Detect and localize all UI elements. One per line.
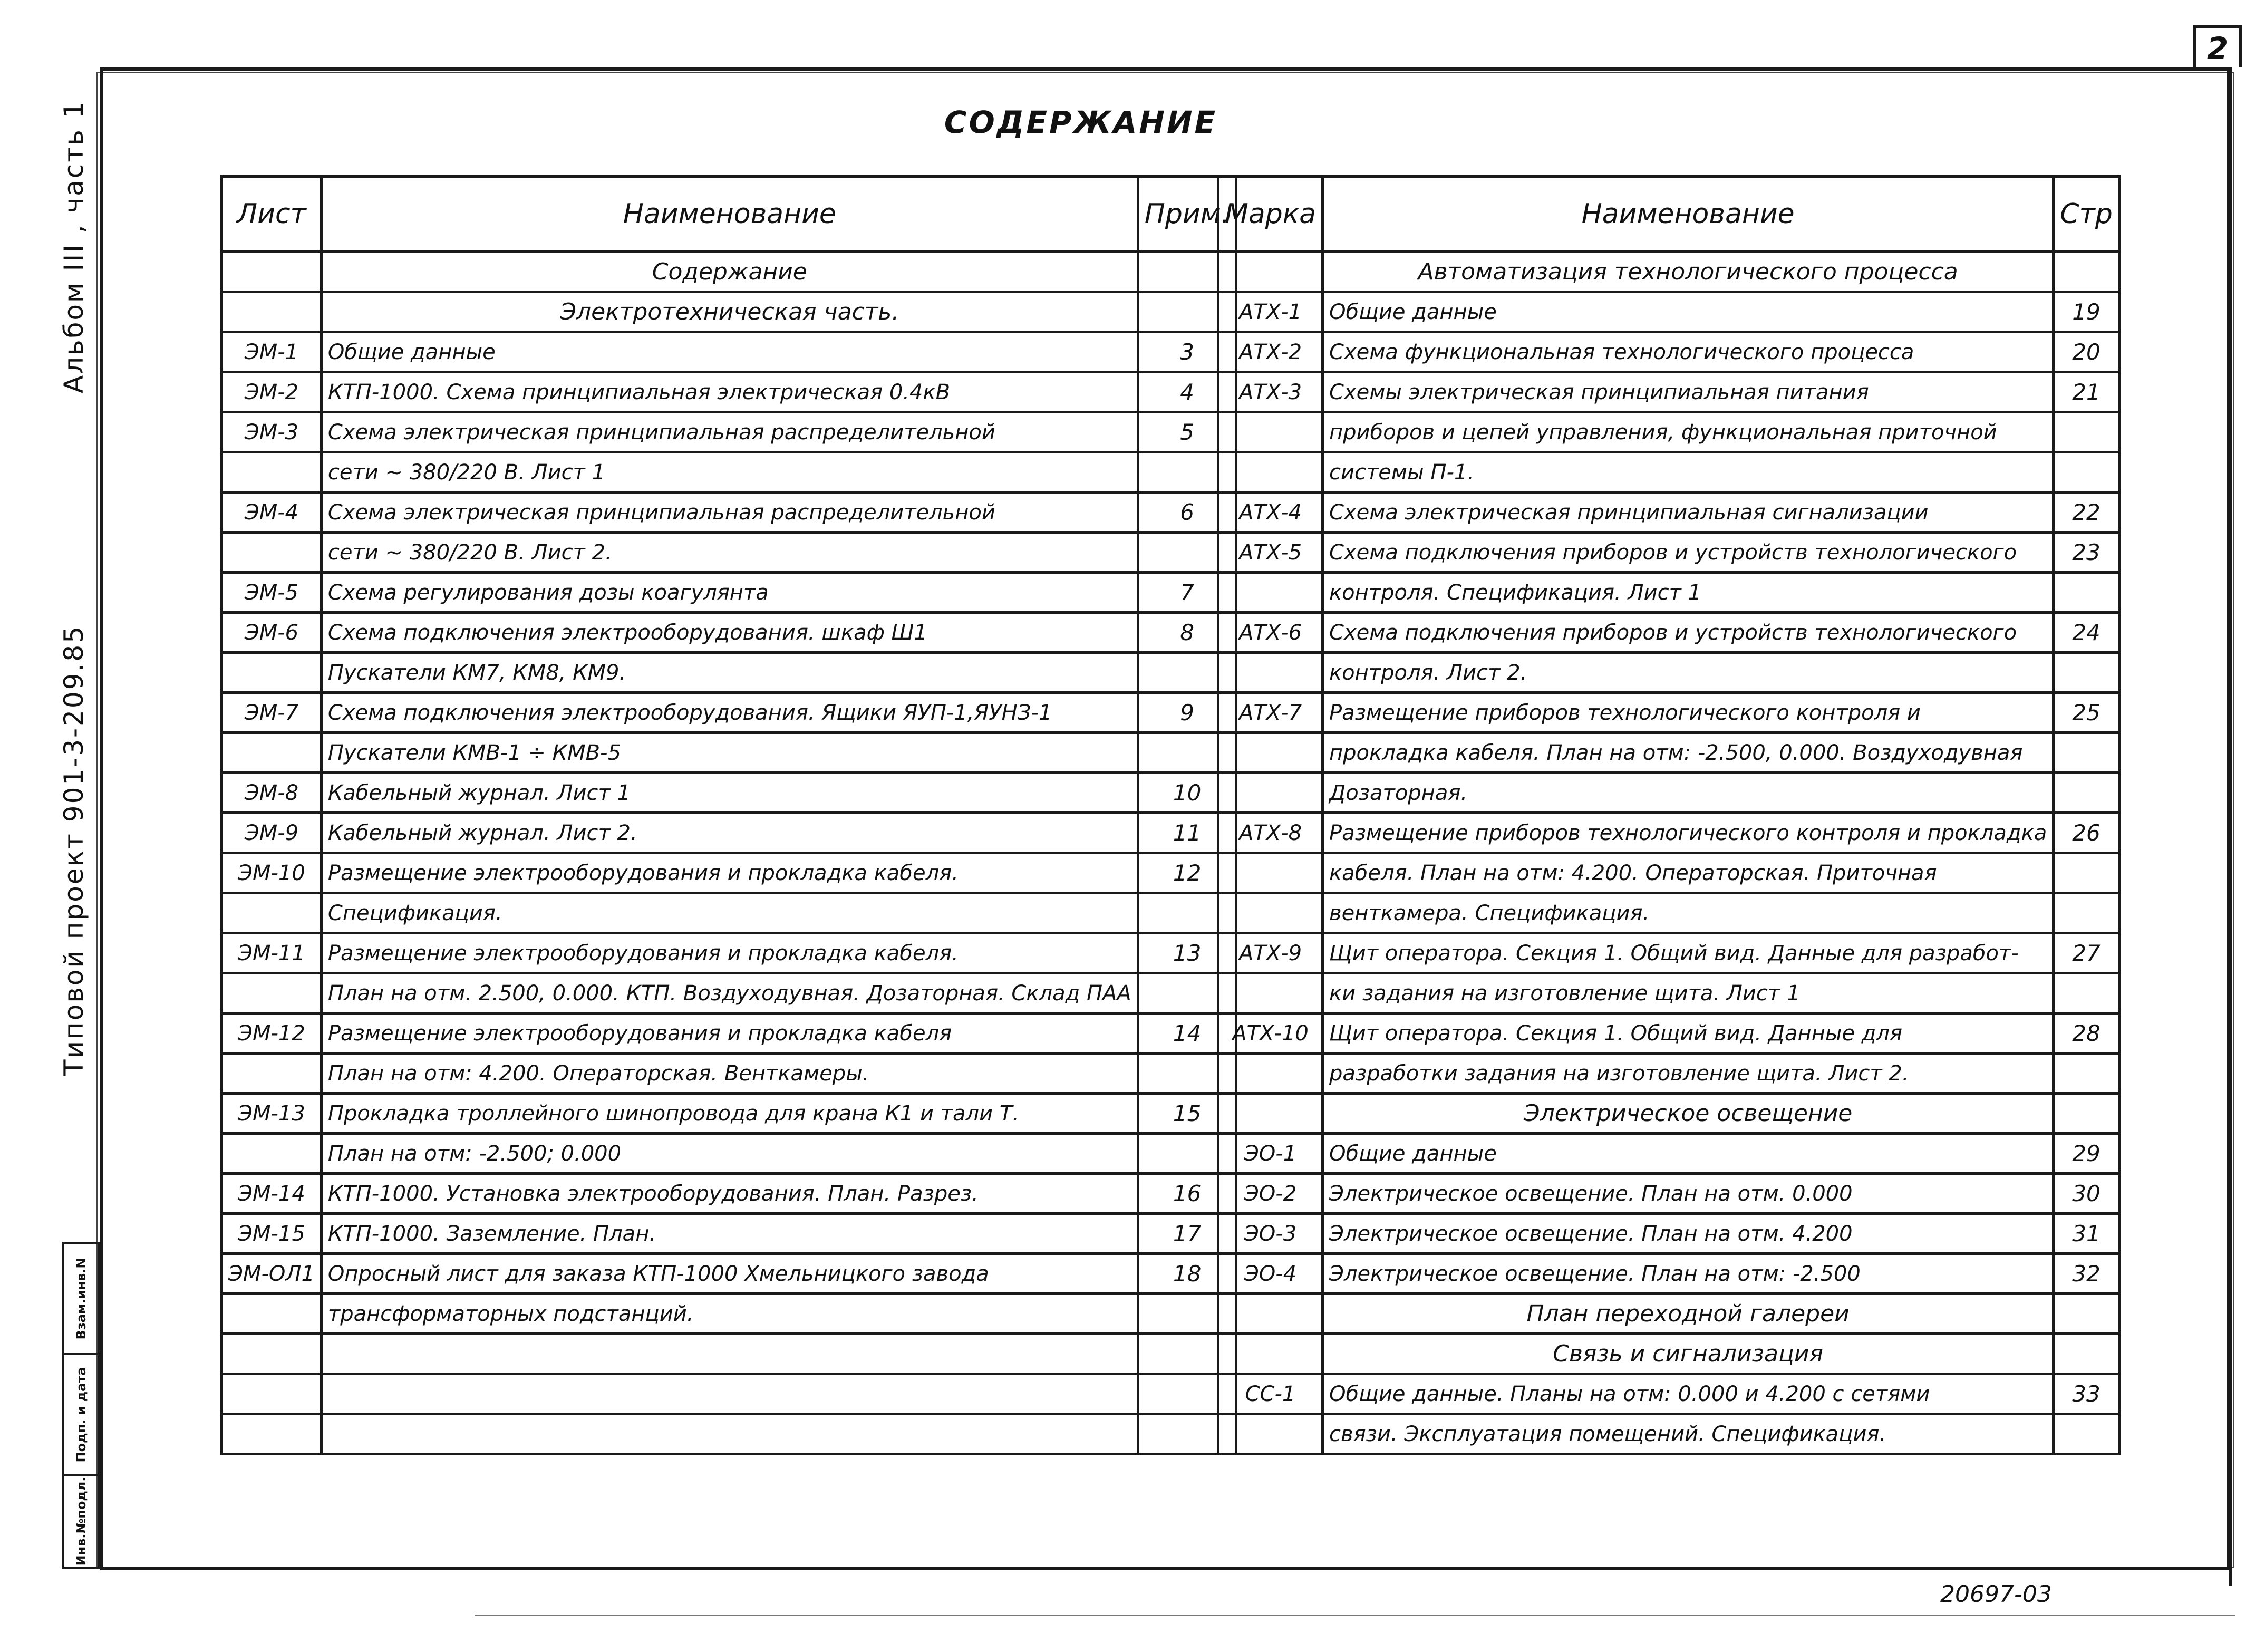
row-name: Схема электрическая принципиальная распределительной [321, 412, 1138, 452]
row-code [1218, 893, 1323, 933]
row-code: ЭМ-3 [222, 412, 322, 452]
row-name: ки задания на изготовление щита. Лист 1 [1323, 973, 2054, 1013]
row-name: Прокладка троллейного шинопровода для крана К1 и тали Т. [321, 1094, 1138, 1134]
table-row [222, 292, 1236, 332]
row-name: Размещение электрооборудования и прокладка кабеля. [321, 853, 1138, 893]
row-name: Дозаторная. [1323, 773, 2054, 813]
row-page: 29 [2054, 1134, 2119, 1174]
row-code [222, 893, 322, 933]
row-code: АТХ-8 [1218, 813, 1323, 853]
row-code [1218, 1094, 1323, 1134]
row-page: 26 [2054, 813, 2119, 853]
row-name: Содержание [321, 252, 1138, 292]
row-name: Схема регулирования дозы коагулянта [321, 573, 1138, 613]
row-page [2054, 573, 2119, 613]
table-row [1218, 613, 2119, 653]
table-header [1218, 177, 2119, 252]
row-name [321, 1414, 1138, 1454]
row-name: План на отм. 2.500, 0.000. КТП. Воздуходувная. Дозаторная. Склад ПАА [321, 973, 1138, 1013]
row-code: АТХ-7 [1218, 693, 1323, 733]
row-name: Схема электрическая принципиальная распределительной [321, 492, 1138, 533]
row-page: 20 [2054, 332, 2119, 372]
row-page: 13 [1138, 933, 1236, 973]
row-page: 23 [2054, 533, 2119, 573]
header-name: Наименование [321, 177, 1138, 252]
row-name: Электрическое освещение. План на отм. 4.200 [1323, 1214, 2054, 1254]
row-name: Схема подключения электрооборудования. Ящики ЯУП-1,ЯУНЗ-1 [321, 693, 1138, 733]
row-page: 28 [2054, 1013, 2119, 1054]
row-name: Кабельный журнал. Лист 2. [321, 813, 1138, 853]
row-page [2054, 1054, 2119, 1094]
row-page [2054, 1294, 2119, 1334]
table-row [1218, 893, 2119, 933]
table-row [222, 412, 1236, 452]
table-row [1218, 292, 2119, 332]
table-row [222, 492, 1236, 533]
row-name: Схема подключения приборов и устройств технологического [1323, 613, 2054, 653]
row-code [222, 1134, 322, 1174]
row-code [222, 252, 322, 292]
row-name: контроля. Лист 2. [1323, 653, 2054, 693]
header-sheet: Лист [222, 177, 322, 252]
table-row [1218, 773, 2119, 813]
row-name: План на отм: 4.200. Операторская. Венткамеры. [321, 1054, 1138, 1094]
row-name [321, 1374, 1138, 1414]
table-row [1218, 1174, 2119, 1214]
table-row [222, 252, 1236, 292]
row-code [222, 533, 322, 573]
row-name: контроля. Спецификация. Лист 1 [1323, 573, 2054, 613]
document-number: 20697-03 [1940, 1581, 2052, 1608]
table-row [1218, 1334, 2119, 1374]
row-code: АТХ-2 [1218, 332, 1323, 372]
table-row [222, 1334, 1236, 1374]
row-page: 12 [1138, 853, 1236, 893]
row-code [222, 733, 322, 773]
row-code [1218, 1054, 1323, 1094]
row-code: ЭО-1 [1218, 1134, 1323, 1174]
row-code: ЭМ-7 [222, 693, 322, 733]
table-row [222, 973, 1236, 1013]
row-name: Щит оператора. Секция 1. Общий вид. Данные для [1323, 1013, 2054, 1054]
row-page: 27 [2054, 933, 2119, 973]
row-code [222, 1054, 322, 1094]
row-name: Электрическое освещение [1323, 1094, 2054, 1134]
row-name: Щит оператора. Секция 1. Общий вид. Данные для разработ- [1323, 933, 2054, 973]
table-row [222, 1013, 1236, 1054]
row-code [1218, 653, 1323, 693]
table-row [222, 1254, 1236, 1294]
row-name: Кабельный журнал. Лист 1 [321, 773, 1138, 813]
row-page: 24 [2054, 613, 2119, 653]
table-row [222, 1054, 1236, 1094]
row-name [321, 1334, 1138, 1374]
row-code: ЭМ-12 [222, 1013, 322, 1054]
row-name: План переходной галереи [1323, 1294, 2054, 1334]
row-name: Электрическое освещение. План на отм. 0.000 [1323, 1174, 2054, 1214]
row-code [222, 1294, 322, 1334]
row-page: 32 [2054, 1254, 2119, 1294]
row-code [1218, 773, 1323, 813]
row-name: КТП-1000. Установка электрооборудования. План. Разрез. [321, 1174, 1138, 1214]
row-name: приборов и цепей управления, функциональная приточной [1323, 412, 2054, 452]
row-name: Электротехническая часть. [321, 292, 1138, 332]
table-row [222, 573, 1236, 613]
table-row [1218, 1054, 2119, 1094]
table-row [222, 1214, 1236, 1254]
row-page: 21 [2054, 372, 2119, 412]
row-code: ЭМ-ОЛ1 [222, 1254, 322, 1294]
row-page: 16 [1138, 1174, 1236, 1214]
table-row [222, 693, 1236, 733]
row-page: 30 [2054, 1174, 2119, 1214]
row-page: 6 [1138, 492, 1236, 533]
table-row [1218, 933, 2119, 973]
row-page: 17 [1138, 1214, 1236, 1254]
left-contents-table [220, 175, 1237, 1455]
row-code [222, 973, 322, 1013]
row-page: 9 [1138, 693, 1236, 733]
table-row [222, 653, 1236, 693]
table-row [222, 1374, 1236, 1414]
row-name: Схемы электрическая принципиальная питания [1323, 372, 2054, 412]
row-page [2054, 252, 2119, 292]
header-note: Прим. [1138, 177, 1236, 252]
row-name: Размещение электрооборудования и прокладка кабеля [321, 1013, 1138, 1054]
table-row [1218, 1214, 2119, 1254]
header-name: Наименование [1323, 177, 2054, 252]
table-row [222, 1134, 1236, 1174]
stamp-cell-replaced [64, 1244, 98, 1355]
row-code: ЭМ-6 [222, 613, 322, 653]
row-name: Схема подключения приборов и устройств технологического [1323, 533, 2054, 573]
sheet-number: 2 [2193, 25, 2242, 67]
row-code: АТХ-4 [1218, 492, 1323, 533]
right-contents-table [1217, 175, 2121, 1455]
row-page [2054, 412, 2119, 452]
table-row [222, 733, 1236, 773]
row-name: венткамера. Спецификация. [1323, 893, 2054, 933]
table-row [222, 773, 1236, 813]
table-row [1218, 1254, 2119, 1294]
row-name: связи. Эксплуатация помещений. Спецификация. [1323, 1414, 2054, 1454]
stamp-text: Взам.инв.N [74, 1258, 89, 1339]
table-row [1218, 1013, 2119, 1054]
row-name: Общие данные [321, 332, 1138, 372]
row-code: ЭО-3 [1218, 1214, 1323, 1254]
row-code [1218, 1334, 1323, 1374]
row-code: ЭМ-10 [222, 853, 322, 893]
row-page [2054, 773, 2119, 813]
table-row [1218, 1094, 2119, 1134]
row-code: АТХ-5 [1218, 533, 1323, 573]
table-row [1218, 813, 2119, 853]
bottom-line [475, 1615, 2235, 1616]
row-name: Схема подключения электрооборудования. шкаф Ш1 [321, 613, 1138, 653]
table-row [222, 1094, 1236, 1134]
row-name: сети ~ 380/220 В. Лист 2. [321, 533, 1138, 573]
row-code: ЭМ-13 [222, 1094, 322, 1134]
table-row [1218, 973, 2119, 1013]
row-code [1218, 733, 1323, 773]
row-name: Спецификация. [321, 893, 1138, 933]
sidebar-title [42, 100, 105, 1076]
row-page: 18 [1138, 1254, 1236, 1294]
row-name: План на отм: -2.500; 0.000 [321, 1134, 1138, 1174]
row-code: ЭМ-14 [222, 1174, 322, 1214]
table-row [222, 893, 1236, 933]
stamp-cell-inventory [64, 1476, 98, 1567]
row-code: ЭМ-5 [222, 573, 322, 613]
row-code: АТХ-10 [1218, 1013, 1323, 1054]
row-code [1218, 573, 1323, 613]
table-row [1218, 573, 2119, 613]
table-row [1218, 1134, 2119, 1174]
row-page: 5 [1138, 412, 1236, 452]
row-code: ЭМ-9 [222, 813, 322, 853]
row-code [222, 292, 322, 332]
row-page: 8 [1138, 613, 1236, 653]
row-name: Размещение приборов технологического контроля и прокладка [1323, 813, 2054, 853]
row-name: Общие данные. Планы на отм: 0.000 и 4.200 с сетями [1323, 1374, 2054, 1414]
album-label: Альбом III , часть 1 [59, 100, 89, 394]
table-row [1218, 372, 2119, 412]
table-row [1218, 693, 2119, 733]
project-label: Типовой проект 901-3-209.85 [59, 624, 89, 1076]
table-row [222, 853, 1236, 893]
row-code: ЭМ-15 [222, 1214, 322, 1254]
stamp-text: Инв.№подл. [74, 1476, 89, 1566]
table-row [1218, 492, 2119, 533]
row-code [1218, 973, 1323, 1013]
table-row [1218, 653, 2119, 693]
table-row [222, 1174, 1236, 1214]
table-row [222, 452, 1236, 492]
row-name: Размещение приборов технологического контроля и [1323, 693, 2054, 733]
row-page [2054, 1334, 2119, 1374]
table-row [1218, 1374, 2119, 1414]
row-name: Электрическое освещение. План на отм: -2.500 [1323, 1254, 2054, 1294]
row-name: Пускатели КМВ-1 ÷ КМВ-5 [321, 733, 1138, 773]
row-page [2054, 733, 2119, 773]
table-row [222, 372, 1236, 412]
row-code: АТХ-9 [1218, 933, 1323, 973]
row-code [222, 1414, 322, 1454]
row-page: 22 [2054, 492, 2119, 533]
table-row [222, 332, 1236, 372]
stamp-cell-signature [64, 1355, 98, 1476]
row-name: Пускатели КМ7, КМ8, КМ9. [321, 653, 1138, 693]
row-page [2054, 893, 2119, 933]
row-name: Опросный лист для заказа КТП-1000 Хмельницкого завода [321, 1254, 1138, 1294]
row-code [1218, 412, 1323, 452]
table-row [222, 933, 1236, 973]
table-row [222, 533, 1236, 573]
table-row [1218, 332, 2119, 372]
row-name: системы П-1. [1323, 452, 2054, 492]
table-header [222, 177, 1236, 252]
table-row [1218, 733, 2119, 773]
table-row [1218, 252, 2119, 292]
table-row [222, 813, 1236, 853]
row-name: КТП-1000. Схема принципиальная электрическая 0.4кВ [321, 372, 1138, 412]
row-name: сети ~ 380/220 В. Лист 1 [321, 452, 1138, 492]
row-code [222, 1374, 322, 1414]
table-row [222, 1294, 1236, 1334]
header-page: Стр [2054, 177, 2119, 252]
row-name: Общие данные [1323, 1134, 2054, 1174]
approval-stamp [62, 1242, 100, 1569]
row-code [222, 452, 322, 492]
row-page: 14 [1138, 1013, 1236, 1054]
row-page: 33 [2054, 1374, 2119, 1414]
row-page [2054, 1094, 2119, 1134]
row-name: Связь и сигнализация [1323, 1334, 2054, 1374]
table-row [1218, 1294, 2119, 1334]
table-row [1218, 533, 2119, 573]
table-row [222, 613, 1236, 653]
row-page: 15 [1138, 1094, 1236, 1134]
row-name: КТП-1000. Заземление. План. [321, 1214, 1138, 1254]
row-page [2054, 452, 2119, 492]
row-page: 10 [1138, 773, 1236, 813]
row-code: СС-1 [1218, 1374, 1323, 1414]
table-row [1218, 1414, 2119, 1454]
row-code [1218, 853, 1323, 893]
row-name: Общие данные [1323, 292, 2054, 332]
row-name: Схема электрическая принципиальная сигнализации [1323, 492, 2054, 533]
row-page [2054, 853, 2119, 893]
row-code [1218, 252, 1323, 292]
row-name: Автоматизация технологического процесса [1323, 252, 2054, 292]
row-page: 4 [1138, 372, 1236, 412]
row-code: ЭМ-8 [222, 773, 322, 813]
row-page: 19 [2054, 292, 2119, 332]
row-page [2054, 973, 2119, 1013]
row-code: ЭМ-1 [222, 332, 322, 372]
row-code: АТХ-6 [1218, 613, 1323, 653]
row-code: ЭМ-4 [222, 492, 322, 533]
row-page [2054, 653, 2119, 693]
row-name: трансформаторных подстанций. [321, 1294, 1138, 1334]
row-code: ЭО-2 [1218, 1174, 1323, 1214]
row-name: Схема функциональная технологического процесса [1323, 332, 2054, 372]
page-title: СОДЕРЖАНИЕ [944, 104, 1218, 140]
row-page: 11 [1138, 813, 1236, 853]
row-code [222, 1334, 322, 1374]
row-code: ЭО-4 [1218, 1254, 1323, 1294]
stamp-text: Подп. и дата [74, 1367, 89, 1462]
table-row [1218, 853, 2119, 893]
table-row [1218, 412, 2119, 452]
row-code [1218, 1414, 1323, 1454]
frame-right-edge [2229, 67, 2232, 1586]
row-name: разработки задания на изготовление щита. Лист 2. [1323, 1054, 2054, 1094]
table-row [222, 1414, 1236, 1454]
row-code [1218, 1294, 1323, 1334]
row-page: 3 [1138, 332, 1236, 372]
row-page: 7 [1138, 573, 1236, 613]
table-row [1218, 452, 2119, 492]
row-name: Размещение электрооборудования и прокладка кабеля. [321, 933, 1138, 973]
row-code [222, 653, 322, 693]
row-code: ЭМ-11 [222, 933, 322, 973]
row-name: прокладка кабеля. План на отм: -2.500, 0.000. Воздуходувная [1323, 733, 2054, 773]
row-name: кабеля. План на отм: 4.200. Операторская. Приточная [1323, 853, 2054, 893]
row-code: ЭМ-2 [222, 372, 322, 412]
row-page: 31 [2054, 1214, 2119, 1254]
row-page [2054, 1414, 2119, 1454]
row-code: АТХ-3 [1218, 372, 1323, 412]
row-code: АТХ-1 [1218, 292, 1323, 332]
header-mark: Марка [1218, 177, 1323, 252]
row-page: 25 [2054, 693, 2119, 733]
row-code [1218, 452, 1323, 492]
